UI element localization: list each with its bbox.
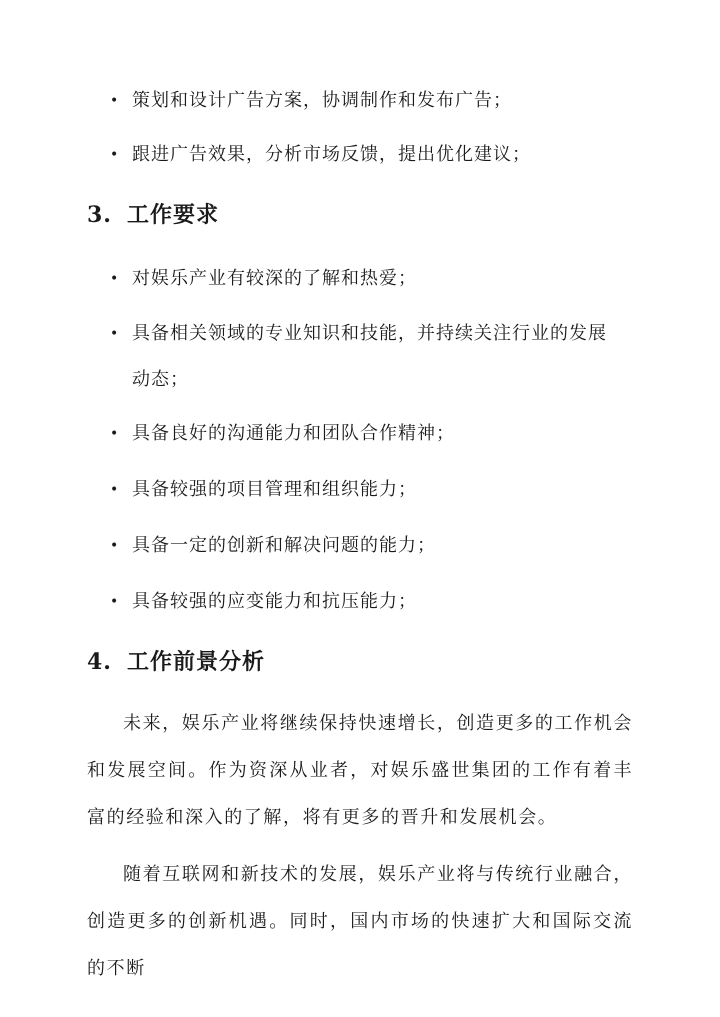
list-item-text: 具备较强的项目管理和组织能力；	[132, 479, 417, 500]
list-item-text: 对娱乐产业有较深的了解和热爱；	[132, 268, 417, 289]
section-number: 4.	[87, 649, 112, 675]
bullet-icon: •	[110, 271, 120, 287]
bullet-icon: •	[110, 147, 120, 163]
section-title: 工作前景分析	[127, 649, 266, 675]
list-item-text: 跟进广告效果，分析市场反馈，提出优化建议；	[132, 144, 531, 165]
list-item	[110, 523, 630, 569]
list-item	[110, 132, 630, 178]
bullet-icon: •	[110, 482, 120, 498]
bullet-icon: •	[110, 326, 120, 342]
list-item	[110, 467, 630, 513]
list-item	[110, 411, 630, 457]
list-item	[110, 579, 630, 625]
section-heading	[87, 200, 219, 230]
list-item	[110, 256, 630, 302]
bullet-icon: •	[110, 93, 120, 109]
bullet-icon: •	[110, 426, 120, 442]
list-item-text: 具备一定的创新和解决问题的能力；	[132, 535, 436, 556]
list-item	[110, 311, 624, 403]
paragraph: 随着互联网和新技术的发展，娱乐产业将与传统行业融合，创造更多的创新机遇。同时，国内市场的快速扩大和国际交流的不断	[87, 864, 633, 979]
list-item	[110, 78, 630, 124]
section-heading	[87, 647, 265, 677]
list-item-text: 策划和设计广告方案，协调制作和发布广告；	[132, 90, 512, 111]
list-item-text: 具备相关领域的专业知识和技能，并持续关注行业的发展动态；	[132, 323, 607, 390]
section-title: 工作要求	[127, 202, 220, 228]
paragraph: 未来，娱乐产业将继续保持快速增长，创造更多的工作机会和发展空间。作为资深从业者，对娱乐盛世集团的工作有着丰富的经验和深入的了解，将有更多的晋升和发展机会。	[87, 713, 633, 828]
list-item-text: 具备良好的沟通能力和团队合作精神；	[132, 423, 455, 444]
list-item-text: 具备较强的应变能力和抗压能力；	[132, 591, 417, 612]
bullet-icon: •	[110, 538, 120, 554]
section-number: 3.	[87, 202, 112, 228]
bullet-icon: •	[110, 594, 120, 610]
